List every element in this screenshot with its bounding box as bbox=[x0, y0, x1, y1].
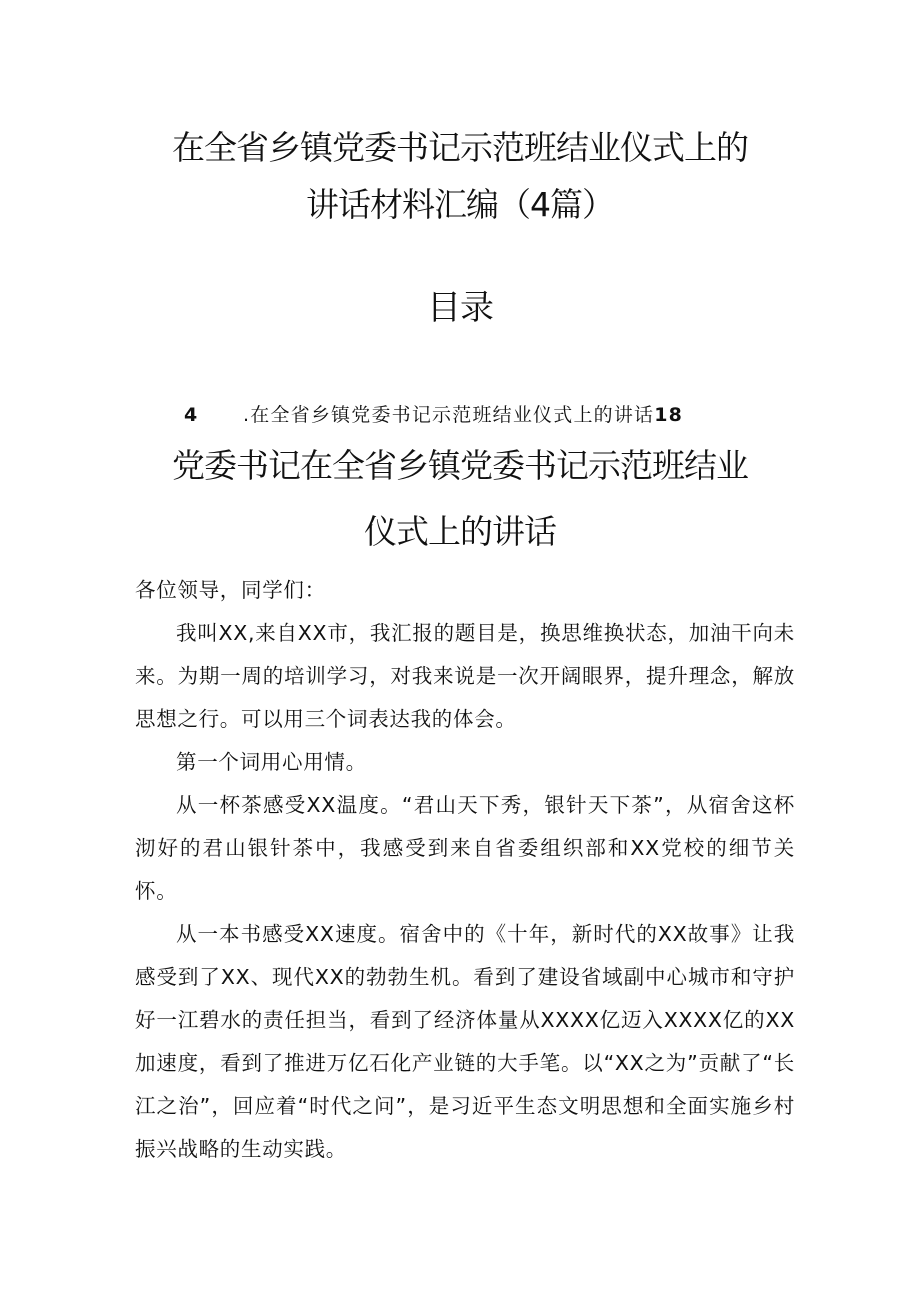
body-paragraph: 第一个词用心用情。 bbox=[176, 750, 367, 774]
speech-title-line-1: 党委书记在全省乡镇党委书记示范班结业 bbox=[172, 446, 748, 485]
toc-entry-text: .在全省乡镇党委书记示范班结业仪式上的讲话 bbox=[243, 404, 655, 426]
toc-entry-title bbox=[243, 400, 683, 430]
toc-entry-page: 18 bbox=[654, 404, 684, 426]
body-paragraph: 我叫XX,来自XX市，我汇报的题目是，换思维换状态，加油干向未来。为期一周的培训学习，对我来说是一次开阔眼界，提升理念，解放思想之行。可以用三个词表达我的体会。 bbox=[135, 621, 795, 731]
body-paragraph: 从一本书感受XX速度。宿舍中的《十年，新时代的XX故事》让我感受到了XX、现代XX的勃勃生机。看到了建设省域副中心城市和守护好一江碧水的责任担当，看到了经济体量从XXXX亿迈入XXXX亿的XX加速度，看到了推进万亿石化产业链的大手笔。以“XX之为”贡献了“长江之治”，回应着“时代之问”，是习近平生态文明思想和全面实施乡村振兴战略的生动实践。 bbox=[135, 922, 795, 1161]
salutation: 各位领导，同学们： bbox=[135, 578, 326, 602]
speech-title-line-2: 仪式上的讲话 bbox=[364, 512, 556, 551]
toc-entry[interactable] bbox=[0, 400, 920, 430]
document-title-line-1: 在全省乡镇党委书记示范班结业仪式上的 bbox=[172, 128, 748, 167]
body-paragraph: 从一杯茶感受XX温度。“君山天下秀，银针天下茶”，从宿舍这杯沏好的君山银针茶中，我感受到来自省委组织部和XX党校的细节关怀。 bbox=[135, 793, 795, 903]
toc-heading: 目录 bbox=[427, 288, 493, 328]
document-title-line-2: 讲话材料汇编（4篇） bbox=[306, 185, 614, 224]
toc-entry-number: 4 bbox=[184, 404, 198, 426]
